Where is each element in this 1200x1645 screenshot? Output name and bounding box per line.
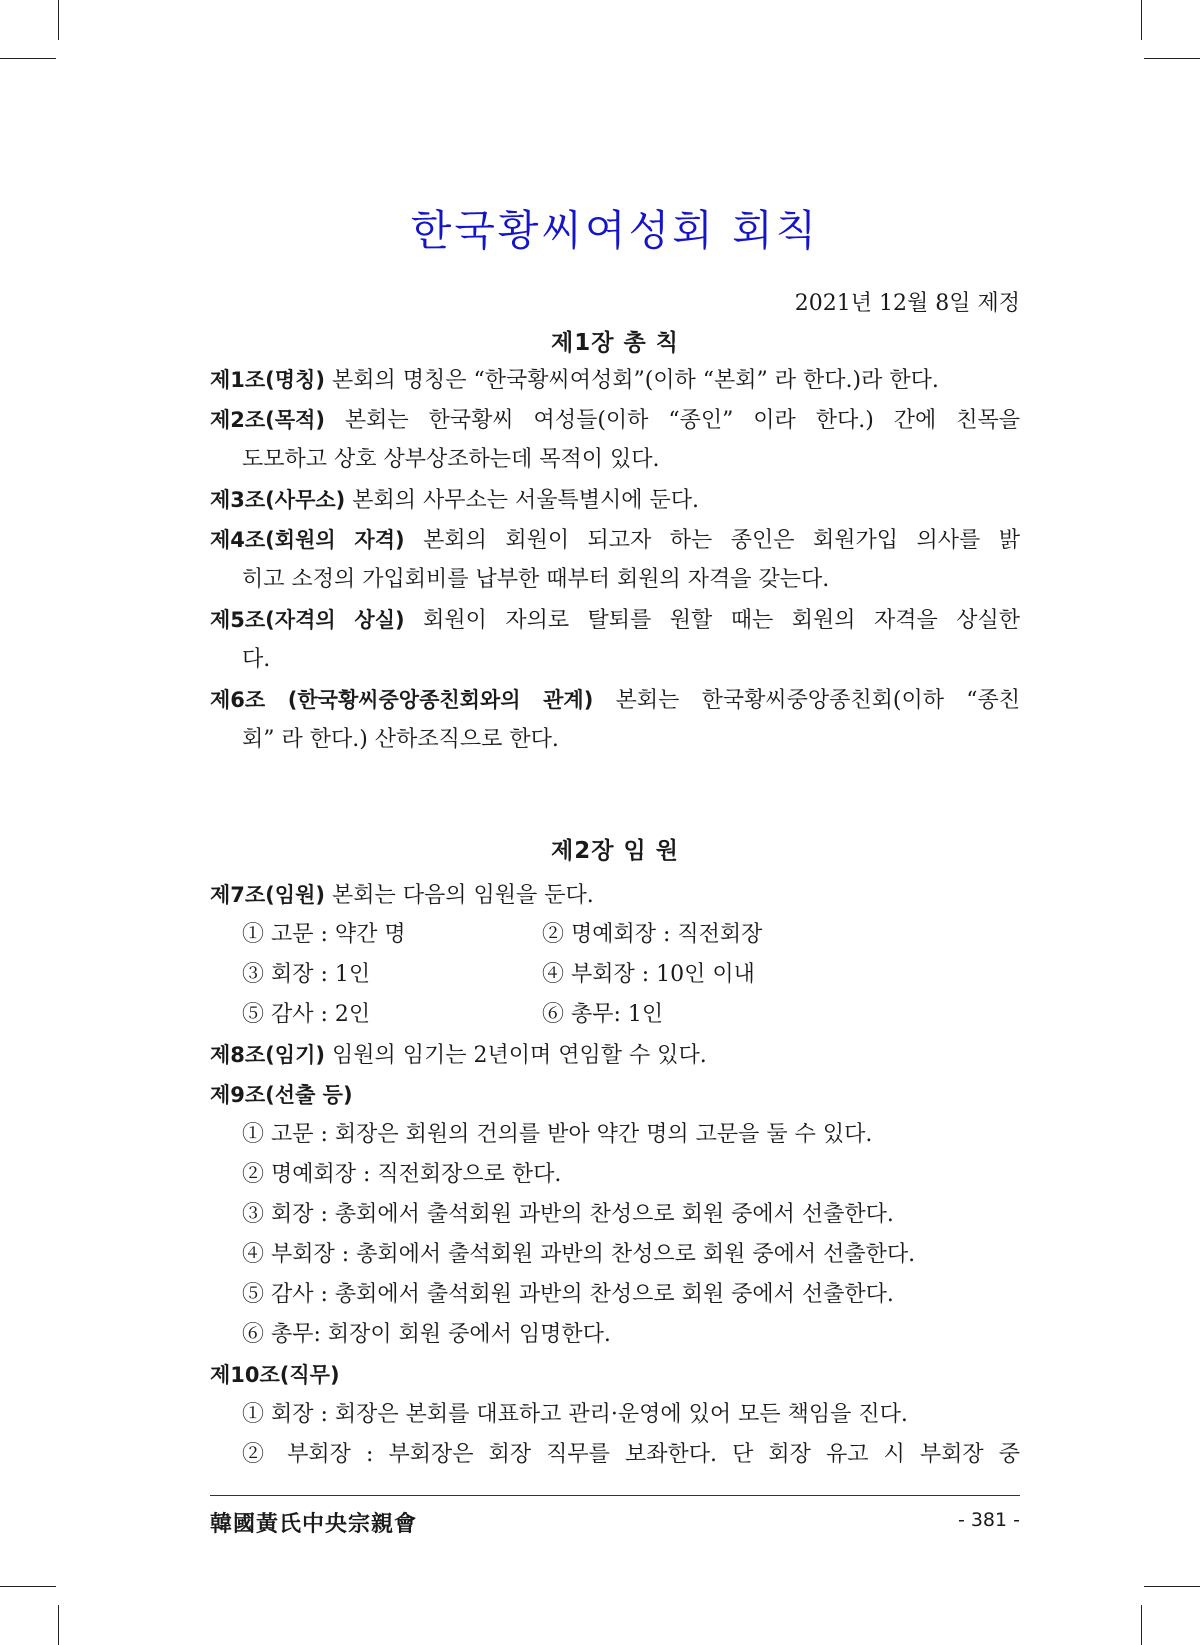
article-1 xyxy=(210,360,939,401)
enactment-date: 2021년 12월 8일 제정 xyxy=(794,291,1020,316)
officer-item: ② 명예회장 : 직전회장 xyxy=(542,922,763,947)
list-item: ② 명예회장 : 직전회장으로 한다. xyxy=(242,1162,562,1187)
article-3 xyxy=(210,480,699,521)
article-4-label: 제4조(회원의 자격) xyxy=(210,528,405,552)
list-item: ③ 회장 : 총회에서 출석회원 과반의 찬성으로 회원 중에서 선출한다. xyxy=(242,1202,894,1227)
article-2-text: 본회는 한국황씨 여성들(이하 “종인” 이라 한다.) 간에 친목을 xyxy=(324,408,1020,433)
article-5-continued: 다. xyxy=(242,647,271,672)
crop-mark-top-right xyxy=(1141,0,1142,40)
article-10 xyxy=(210,1355,340,1396)
list-item: ② 부회장 : 부회장은 회장 직무를 보좌한다. 단 회장 유고 시 부회장 중 xyxy=(242,1442,1020,1467)
article-8-text: 임원의 임기는 2년이며 연임할 수 있다. xyxy=(324,1043,707,1068)
crop-mark-bottom-right xyxy=(1141,1605,1142,1645)
chapter-1-title: 제1장 총 칙 xyxy=(551,330,679,356)
list-item: ⑤ 감사 : 총회에서 출석회원 과반의 찬성으로 회원 중에서 선출한다. xyxy=(242,1282,894,1307)
article-4-text: 본회의 회원이 되고자 하는 종인은 회원가입 의사를 밝 xyxy=(404,528,1020,553)
footer-divider xyxy=(210,1495,1020,1496)
article-4 xyxy=(210,520,1020,561)
crop-mark-bottom-left xyxy=(0,1586,56,1587)
article-1-label: 제1조(명칭) xyxy=(210,368,325,392)
article-8 xyxy=(210,1035,707,1076)
article-2-label: 제2조(목적) xyxy=(210,408,325,432)
document-title: 한국황씨여성회 회칙 xyxy=(410,206,820,255)
crop-mark-top-right xyxy=(1144,58,1200,59)
article-10-label: 제10조(직무) xyxy=(210,1363,340,1387)
article-3-text: 본회의 사무소는 서울특별시에 둔다. xyxy=(345,488,699,513)
crop-mark-top-left xyxy=(58,0,59,40)
crop-mark-top-left xyxy=(0,58,56,59)
article-7-label: 제7조(임원) xyxy=(210,883,325,907)
crop-mark-bottom-right xyxy=(1144,1586,1200,1587)
article-2 xyxy=(210,400,1020,441)
article-9-label: 제9조(선출 등) xyxy=(210,1083,353,1107)
list-item: ① 회장 : 회장은 본회를 대표하고 관리·운영에 있어 모든 책임을 진다. xyxy=(242,1402,908,1427)
chapter-2-title: 제2장 임 원 xyxy=(551,838,679,864)
article-4-continued: 히고 소정의 가입회비를 납부한 때부터 회원의 자격을 갖는다. xyxy=(242,567,830,592)
page-number: - 381 - xyxy=(957,1509,1020,1531)
officer-item: ④ 부회장 : 10인 이내 xyxy=(542,962,755,987)
article-7-text: 본회는 다음의 임원을 둔다. xyxy=(324,883,594,908)
article-5-label: 제5조(자격의 상실) xyxy=(210,608,405,632)
article-6-text: 본회는 한국황씨중앙종친회(이하 “종친 xyxy=(593,688,1021,713)
article-8-label: 제8조(임기) xyxy=(210,1043,325,1067)
list-item: ④ 부회장 : 총회에서 출석회원 과반의 찬성으로 회원 중에서 선출한다. xyxy=(242,1242,916,1267)
officer-item: ⑤ 감사 : 2인 xyxy=(242,1002,371,1027)
article-1-text: 본회의 명칭은 “한국황씨여성회”(이하 “본회” 라 한다.)라 한다. xyxy=(324,368,939,393)
article-2-continued: 도모하고 상호 상부상조하는데 목적이 있다. xyxy=(242,447,660,472)
officer-item: ③ 회장 : 1인 xyxy=(242,962,371,987)
article-6-continued: 회” 라 한다.) 산하조직으로 한다. xyxy=(242,727,559,752)
officer-item: ① 고문 : 약간 명 xyxy=(242,922,406,947)
article-3-label: 제3조(사무소) xyxy=(210,488,346,512)
article-5-text: 회원이 자의로 탈퇴를 원할 때는 회원의 자격을 상실한 xyxy=(404,608,1020,633)
list-item: ⑥ 총무: 회장이 회원 중에서 임명한다. xyxy=(242,1322,611,1347)
article-9 xyxy=(210,1075,353,1116)
article-6 xyxy=(210,680,1020,721)
publisher-logo: 韓國黃氏中央宗親會 xyxy=(210,1511,418,1537)
officer-item: ⑥ 총무: 1인 xyxy=(542,1002,664,1027)
crop-mark-bottom-left xyxy=(58,1605,59,1645)
article-5 xyxy=(210,600,1020,641)
article-6-label: 제6조 (한국황씨중앙종친회와의 관계) xyxy=(210,688,594,712)
article-7 xyxy=(210,875,594,916)
list-item: ① 고문 : 회장은 회원의 건의를 받아 약간 명의 고문을 둘 수 있다. xyxy=(242,1122,873,1147)
